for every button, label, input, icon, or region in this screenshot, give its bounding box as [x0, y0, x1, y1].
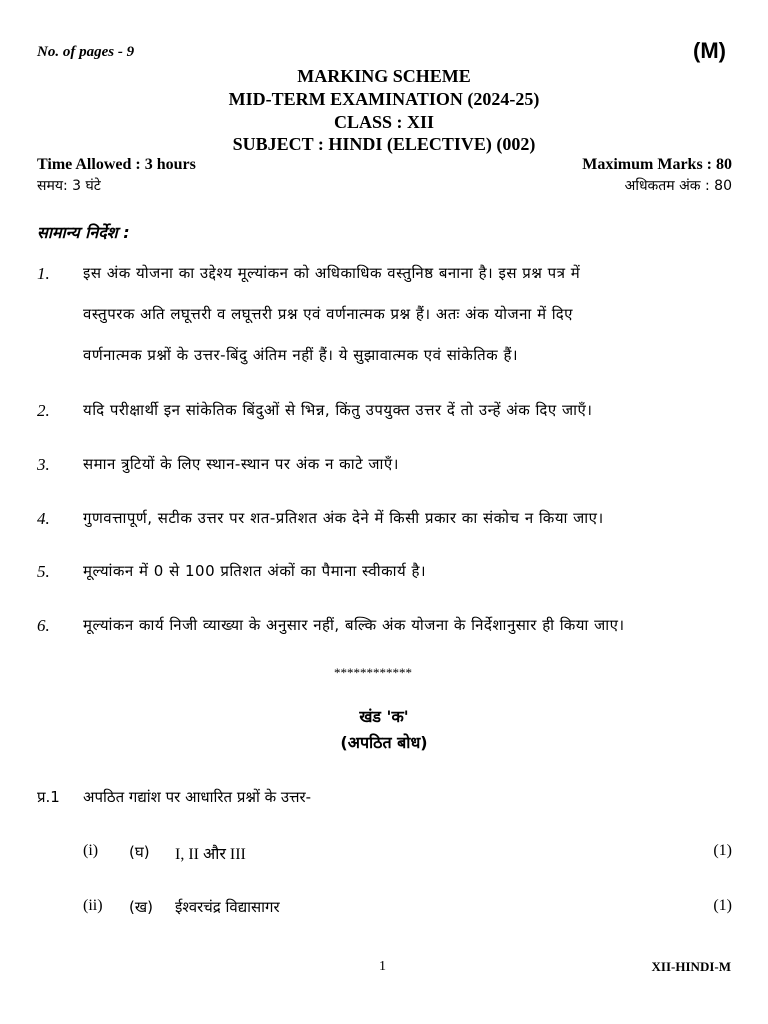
- instruction-number: 5.: [37, 562, 50, 581]
- maximum-marks: Maximum Marks : 80: [582, 156, 732, 173]
- answer-option: (ख): [129, 898, 153, 916]
- page-number: 1: [379, 959, 386, 974]
- instruction-number: 3.: [37, 455, 50, 474]
- title-subject: SUBJECT : HINDI (ELECTIVE) (002): [232, 134, 536, 154]
- instruction-line: वर्णनात्मक प्रश्नों के उत्तर-बिंदु अंतिम नहीं हैं। ये सुझावात्मक एवं सांकेतिक हैं।: [83, 346, 519, 364]
- instruction-line: मूल्यांकन में 0 से 100 प्रतिशत अंकों का पैमाना स्वीकार्य है।: [83, 562, 427, 580]
- instruction-line: वस्तुपरक अति लघूत्तरी व लघूत्तरी प्रश्न एवं वर्णनात्मक प्रश्न हैं। अतः अंक योजना में दिए: [83, 305, 573, 323]
- answer-marks: (1): [713, 842, 732, 859]
- time-hindi: समय: 3 घंटे: [37, 178, 101, 194]
- pages-count: No. of pages - 9: [37, 44, 135, 60]
- answer-marks: (1): [713, 897, 732, 914]
- instruction-line: यदि परीक्षार्थी इन सांकेतिक बिंदुओं से भिन्न, किंतु उपयुक्त उत्तर दें तो उन्हें अंक दिए जाएँ।: [83, 401, 593, 419]
- section-subtitle: (अपठित बोध): [340, 733, 428, 752]
- marks-hindi: अधिकतम अंक : 80: [624, 178, 732, 194]
- instructions-heading: सामान्य निर्देश :: [37, 223, 130, 242]
- instruction-number: 4.: [37, 509, 50, 528]
- instruction-number: 2.: [37, 401, 50, 420]
- instruction-number: 1.: [37, 264, 50, 283]
- section-title: खंड 'क': [359, 707, 409, 726]
- instruction-line: मूल्यांकन कार्य निजी व्याख्या के अनुसार नहीं, बल्कि अंक योजना के निर्देशानुसार ही किया जाए।: [83, 616, 625, 634]
- answer-text: I, II और III: [175, 846, 246, 863]
- answer-text: ईश्वरचंद्र विद्यासागर: [175, 898, 280, 916]
- set-code: (M): [693, 38, 726, 63]
- answer-option: (घ): [129, 843, 150, 861]
- separator-asterisks: ************: [334, 665, 412, 680]
- answer-label: (ii): [83, 897, 103, 914]
- instruction-line: इस अंक योजना का उद्देश्य मूल्यांकन को अधिकाधिक वस्तुनिष्ठ बनाना है। इस प्रश्न पत्र में: [83, 264, 581, 282]
- footer-code: XII-HINDI-M: [651, 959, 731, 974]
- instruction-line: गुणवत्तापूर्ण, सटीक उत्तर पर शत-प्रतिशत अंक देने में किसी प्रकार का संकोच न किया जाए।: [83, 509, 604, 527]
- question-text: अपठित गद्यांश पर आधारित प्रश्नों के उत्तर-: [83, 788, 312, 806]
- question-number: प्र.1: [37, 788, 60, 806]
- time-allowed: Time Allowed : 3 hours: [37, 156, 196, 173]
- instruction-number: 6.: [37, 616, 50, 635]
- title-marking-scheme: MARKING SCHEME: [297, 66, 471, 86]
- instruction-line: समान त्रुटियों के लिए स्थान-स्थान पर अंक न काटे जाएँ।: [83, 455, 399, 473]
- answer-label: (i): [83, 842, 99, 859]
- title-class: CLASS : XII: [333, 112, 435, 132]
- title-exam: MID-TERM EXAMINATION (2024-25): [228, 89, 540, 109]
